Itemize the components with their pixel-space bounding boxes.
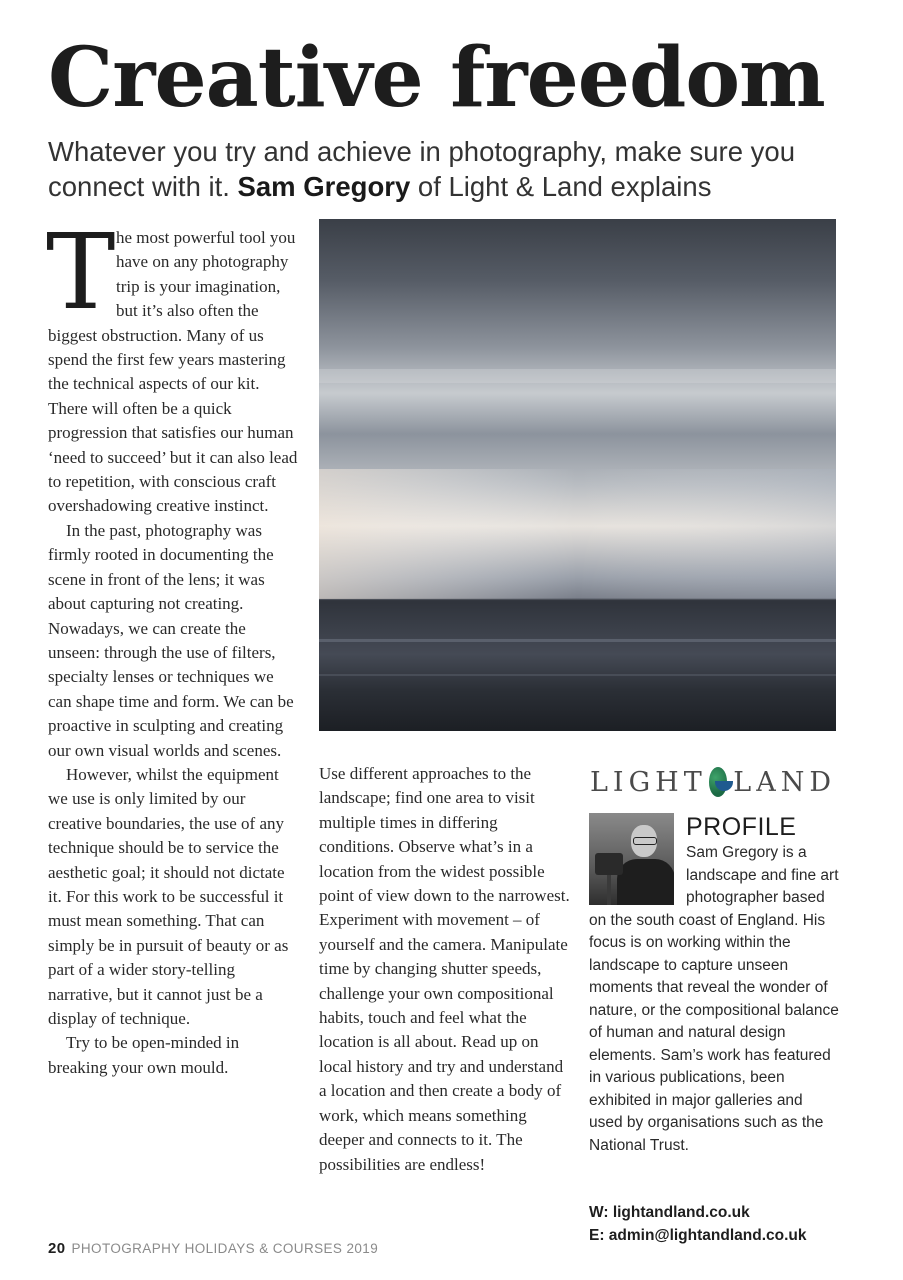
profile-heading: PROFILE [686,813,797,841]
light-and-land-logo [590,762,836,802]
body-paragraph-1-text: he most powerful tool you have on any photography trip is your imagination, but it’s also often the biggest obstruction. Many of us spend the first few years mastering the technical aspects of our kit. There will often be a quick progression that satisfies our human ‘need to succeed’ but it can also lead to repetition, with conscious craft overshadowing creative instinct. [48,228,298,516]
body-paragraph-1 [46,211,298,519]
logo-text-left: LIGHT [590,766,707,798]
body-paragraph-4: Try to be open-minded in breaking your own mould. [48,1033,240,1077]
author-name: Sam Gregory [237,171,411,202]
body-paragraph-3: However, whilst the equipment we use is only limited by our creative boundaries, the use of any technique should be to service the aesthetic goal; it should not dictate it. For this work to be successful it must mean something. That can simply be in pursuit of beauty or as part of a wider story-telling narrative, but it cannot just be a display of technique. [48,764,289,1028]
body-column-2 [319,762,574,1177]
page-number: 20 [48,1240,66,1257]
drop-cap: T [46,211,116,333]
standfirst [48,134,808,204]
body-paragraph-2: In the past, photography was firmly rooted in documenting the scene in front of the lens; it was about capturing not creating. Nowadays, we can create the unseen: through the use of filters, specialty lenses or techniques we can shape time and form. We can be proactive in sculpting and creating our own visual worlds and scenes. [48,520,294,760]
profile-bio: Sam Gregory is a landscape and fine art photographer based on the south coast of England. His focus is on working within the landscape to capture unseen moments that reveal the wonder of nature, or the compositional balance of human and natural design elements. Sam’s work has featured in various publications, been exhibited in major galleries and used by organisations such as the National Trust. [589,844,839,1154]
ampersand-globe-icon [709,767,728,797]
standfirst-text: Whatever you try and achieve in photography, make sure you connect with it. [48,136,795,202]
website-link[interactable]: W: lightandland.co.uk [589,1204,750,1221]
author-photo [589,813,674,905]
body-paragraph-5: Use different approaches to the landscape; find one area to visit multiple times in differing conditions. Observe what’s in a location from the widest possible point of view down to the narrowest. Experiment with movement – of yourself and the camera. Manipulate time by changing shutter speeds, challenge your own compositional habits, touch and feel what the location is all about. Read up on local history and try and understand a location and then create a body of work, which means something deeper and connects to it. The possibilities are endless! [319,764,570,1174]
logo-text-right: LAND [733,766,836,798]
profile-box [589,812,839,1157]
seascape-photo [319,219,836,731]
standfirst-source: of Light & Land explains [410,171,712,202]
publication-name: PHOTOGRAPHY HOLIDAYS & COURSES 2019 [71,1241,379,1256]
email-link[interactable]: E: admin@lightandland.co.uk [589,1226,807,1244]
seascape-image [319,219,836,731]
article-title: Creative freedom [48,30,825,126]
page-footer [48,1240,378,1257]
body-column-1 [46,211,298,1080]
contact-details [589,1202,806,1247]
